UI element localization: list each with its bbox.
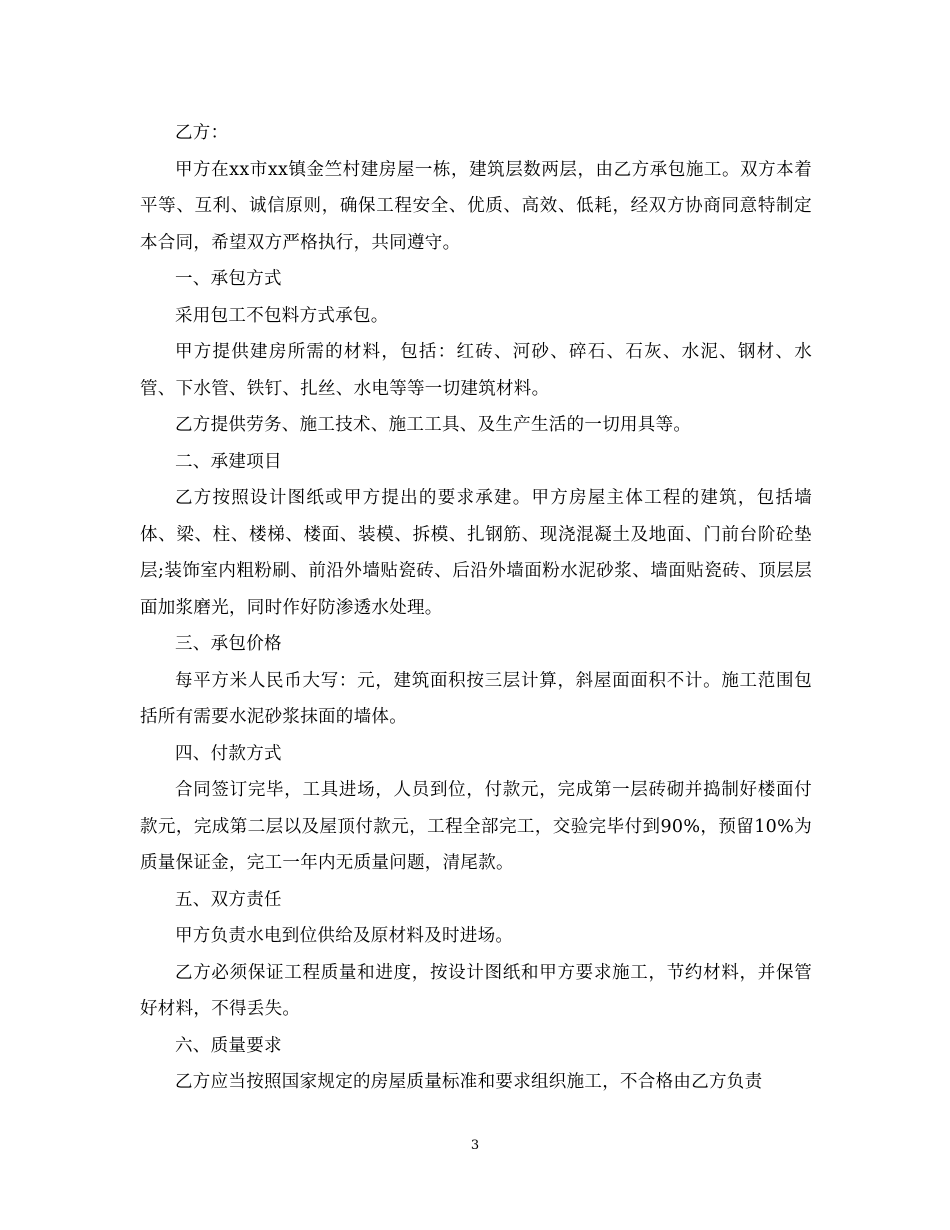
body-paragraph: 乙方应当按照国家规定的房屋质量标准和要求组织施工，不合格由乙方负责 <box>175 1072 763 1092</box>
page-number: 3 <box>470 1138 480 1153</box>
body-paragraph: 甲方提供建房所需的材料，包括：红砖、河砂、碎石、石灰、水泥、钢材、水管、下水管、铁钉、扎丝、水电等等一切建筑材料。 <box>140 342 812 399</box>
body-paragraph: 合同签订完毕，工具进场，人员到位，付款元，完成第一层砖砌并捣制好楼面付款元，完成第二层以及屋顶付款元，工程全部完工，交验完毕付到90%，预留10%为质量保证金，完工一年内无质量问题，清尾款。 <box>140 780 812 873</box>
body-paragraph: 乙方提供劳务、施工技术、施工工具、及生产生活的一切用具等。 <box>175 415 692 435</box>
body-paragraph: 乙方按照设计图纸或甲方提出的要求承建。甲方房屋主体工程的建筑，包括墙体、梁、柱、楼梯、楼面、装模、拆模、扎钢筋、现浇混凝土及地面、门前台阶砼垫层;装饰室内粗粉刷、前沿外墙贴瓷砖、后沿外墙面粉水泥砂浆、墙面贴瓷砖、顶层层面加浆磨光，同时作好防渗透水处理。 <box>140 488 812 618</box>
body-paragraph: 甲方负责水电到位供给及原材料及时进场。 <box>175 926 514 946</box>
document-body <box>140 115 812 1101</box>
party-b-label: 乙方： <box>175 123 229 143</box>
contract-preamble: 甲方在xx市xx镇金竺村建房屋一栋，建筑层数两层，由乙方承包施工。双方本着平等、互利、诚信原则，确保工程安全、优质、高效、低耗，经双方协商同意特制定本合同，希望双方严格执行，共同遵守。 <box>140 159 812 253</box>
section-heading-construction-items: 二、承建项目 <box>175 451 282 472</box>
body-paragraph: 乙方必须保证工程质量和进度，按设计图纸和甲方要求施工，节约材料，并保管好材料，不得丢失。 <box>140 962 812 1019</box>
section-heading-contract-method: 一、承包方式 <box>175 269 282 289</box>
section-heading-responsibilities: 五、双方责任 <box>175 889 282 910</box>
section-heading-quality-requirements: 六、质量要求 <box>175 1035 282 1056</box>
section-heading-contract-price: 三、承包价格 <box>175 634 282 654</box>
body-paragraph: 采用包工不包料方式承包。 <box>175 305 389 326</box>
section-heading-payment-method: 四、付款方式 <box>175 743 282 764</box>
body-paragraph: 每平方米人民币大写：元，建筑面积按三层计算，斜屋面面积不计。施工范围包括所有需要水泥砂浆抹面的墙体。 <box>140 670 812 727</box>
